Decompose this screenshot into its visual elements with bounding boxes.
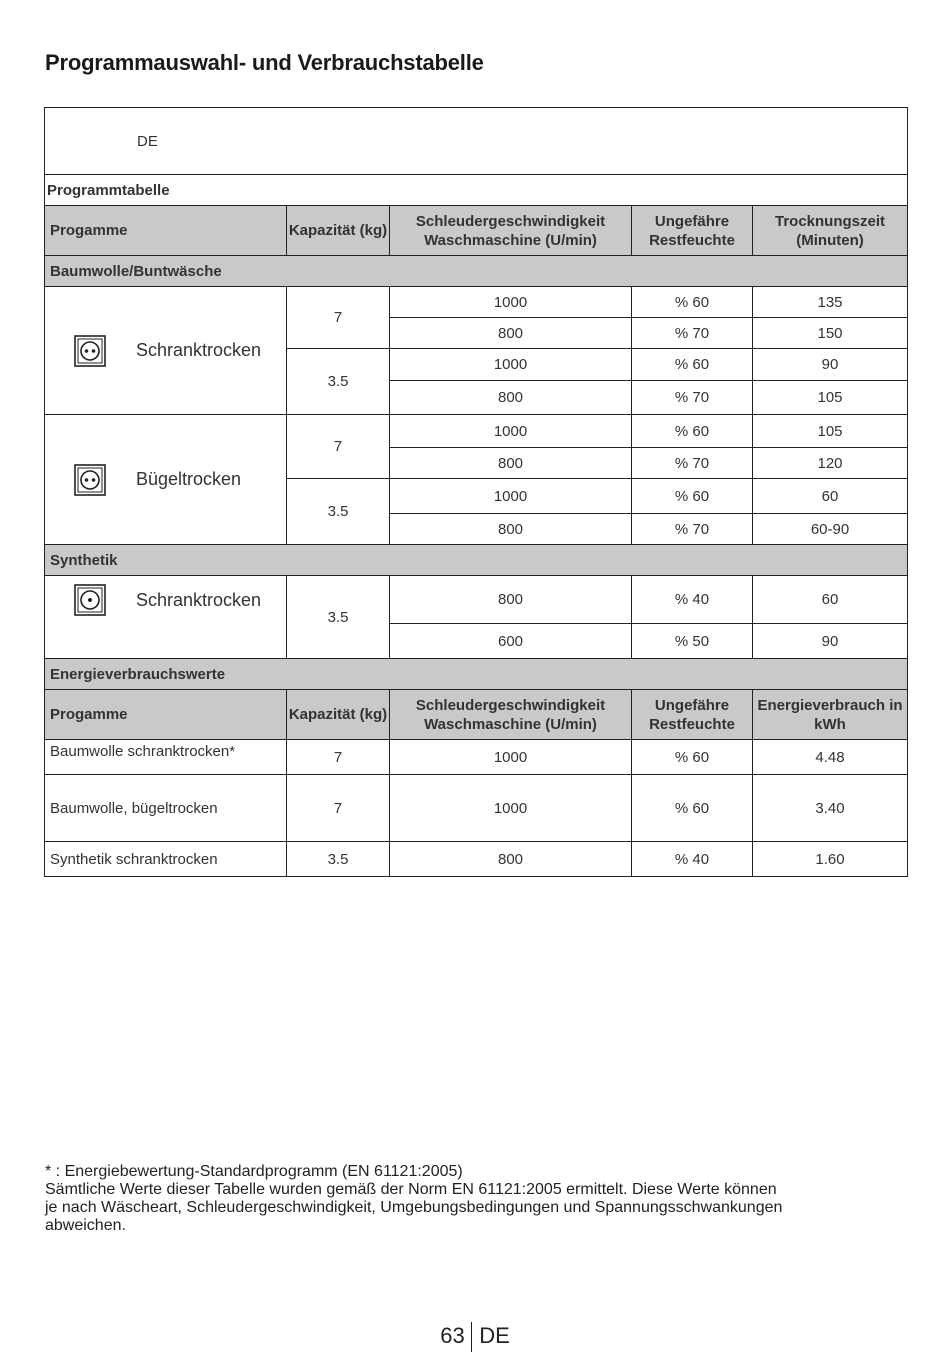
drying-time-cell: 60 <box>753 479 908 514</box>
capacity-cell: 3.5 <box>287 842 390 877</box>
spin-cell: 800 <box>390 842 632 877</box>
section-energy: Energieverbrauchswerte <box>45 659 908 690</box>
spin-cell: 600 <box>390 624 632 659</box>
spin-cell: 1000 <box>390 479 632 514</box>
moisture-cell: % 60 <box>632 287 753 318</box>
moisture-cell: % 70 <box>632 448 753 479</box>
spin-cell: 1000 <box>390 349 632 381</box>
spin-cell: 1000 <box>390 415 632 448</box>
drying-time-cell: 105 <box>753 415 908 448</box>
language-cell <box>45 108 908 175</box>
header-moisture: Ungefähre Restfeuchte <box>632 206 753 256</box>
program-label: Bügeltrocken <box>136 469 242 489</box>
page-footer <box>0 1322 950 1352</box>
footnote-line: abweichen. <box>45 1217 126 1234</box>
iron-dry-icon <box>74 464 106 496</box>
footer-divider <box>471 1322 473 1352</box>
table-row <box>45 842 908 877</box>
moisture-cell: % 70 <box>632 318 753 349</box>
energy-cell: 3.40 <box>753 775 908 842</box>
moisture-cell: % 60 <box>632 479 753 514</box>
program-cell <box>45 415 287 545</box>
program-cell <box>45 287 287 415</box>
header-capacity: Kapazität (kg) <box>287 690 390 740</box>
cupboard-dry-icon <box>74 335 106 367</box>
section-cotton: Baumwolle/Buntwäsche <box>45 256 908 287</box>
page-language: DE <box>479 1322 510 1348</box>
capacity-cell: 7 <box>287 740 390 775</box>
program-label: Schranktrocken <box>136 340 262 360</box>
page-number: 63 <box>440 1322 465 1348</box>
program-cell <box>45 576 287 659</box>
drying-time-cell: 135 <box>753 287 908 318</box>
capacity-cell: 3.5 <box>287 479 390 545</box>
page-title: Programmauswahl- und Verbrauchstabelle <box>45 50 484 75</box>
drying-time-cell: 60-90 <box>753 514 908 545</box>
footnote-line: je nach Wäscheart, Schleudergeschwindigkeit, Umgebungsbedingungen und Spannungsschwankungen <box>45 1199 783 1216</box>
header-program: Progamme <box>45 690 287 740</box>
spin-cell: 800 <box>390 381 632 415</box>
capacity-cell: 7 <box>287 775 390 842</box>
spin-cell: 800 <box>390 448 632 479</box>
language-code: DE <box>137 132 158 150</box>
energy-program-name: Synthetik schranktrocken <box>45 842 287 877</box>
moisture-cell: % 60 <box>632 349 753 381</box>
moisture-cell: % 70 <box>632 514 753 545</box>
capacity-cell: 3.5 <box>287 349 390 415</box>
header-drying-time: Trocknungszeit (Minuten) <box>753 206 908 256</box>
spin-cell: 800 <box>390 576 632 624</box>
moisture-cell: % 50 <box>632 624 753 659</box>
capacity-cell: 7 <box>287 415 390 479</box>
energy-cell: 4.48 <box>753 740 908 775</box>
drying-time-cell: 105 <box>753 381 908 415</box>
moisture-cell: % 40 <box>632 842 753 877</box>
section-synthetic: Synthetik <box>45 545 908 576</box>
program-consumption-table <box>44 107 908 877</box>
moisture-cell: % 60 <box>632 740 753 775</box>
program-label: Schranktrocken <box>136 589 262 610</box>
energy-program-name: Baumwolle, bügeltrocken <box>45 775 287 842</box>
capacity-cell: 7 <box>287 287 390 349</box>
header-moisture: Ungefähre Restfeuchte <box>632 690 753 740</box>
moisture-cell: % 60 <box>632 415 753 448</box>
moisture-cell: % 70 <box>632 381 753 415</box>
header-energy: Energieverbrauch in kWh <box>753 690 908 740</box>
footnote-line: Sämtliche Werte dieser Tabelle wurden gemäß der Norm EN 61121:2005 ermittelt. Diese Werte können <box>45 1181 777 1198</box>
header-spin: Schleudergeschwindigkeit Waschmaschine (U/min) <box>390 690 632 740</box>
header-spin: Schleudergeschwindigkeit Waschmaschine (U/min) <box>390 206 632 256</box>
spin-cell: 1000 <box>390 775 632 842</box>
moisture-cell: % 60 <box>632 775 753 842</box>
program-table-label: Programmtabelle <box>45 175 908 206</box>
drying-time-cell: 90 <box>753 349 908 381</box>
drying-time-cell: 90 <box>753 624 908 659</box>
header-capacity: Kapazität (kg) <box>287 206 390 256</box>
footnote-line: * : Energiebewertung-Standardprogramm (EN 61121:2005) <box>45 1163 463 1180</box>
moisture-cell: % 40 <box>632 576 753 624</box>
synthetic-dry-icon <box>74 584 106 616</box>
capacity-cell: 3.5 <box>287 576 390 659</box>
spin-cell: 1000 <box>390 740 632 775</box>
table-row <box>45 775 908 842</box>
spin-cell: 800 <box>390 318 632 349</box>
footnote <box>45 1163 895 1235</box>
header-program: Progamme <box>45 206 287 256</box>
energy-cell: 1.60 <box>753 842 908 877</box>
drying-time-cell: 150 <box>753 318 908 349</box>
spin-cell: 800 <box>390 514 632 545</box>
drying-time-cell: 120 <box>753 448 908 479</box>
drying-time-cell: 60 <box>753 576 908 624</box>
energy-program-name: Baumwolle schranktrocken* <box>45 740 287 775</box>
table-row <box>45 740 908 775</box>
spin-cell: 1000 <box>390 287 632 318</box>
